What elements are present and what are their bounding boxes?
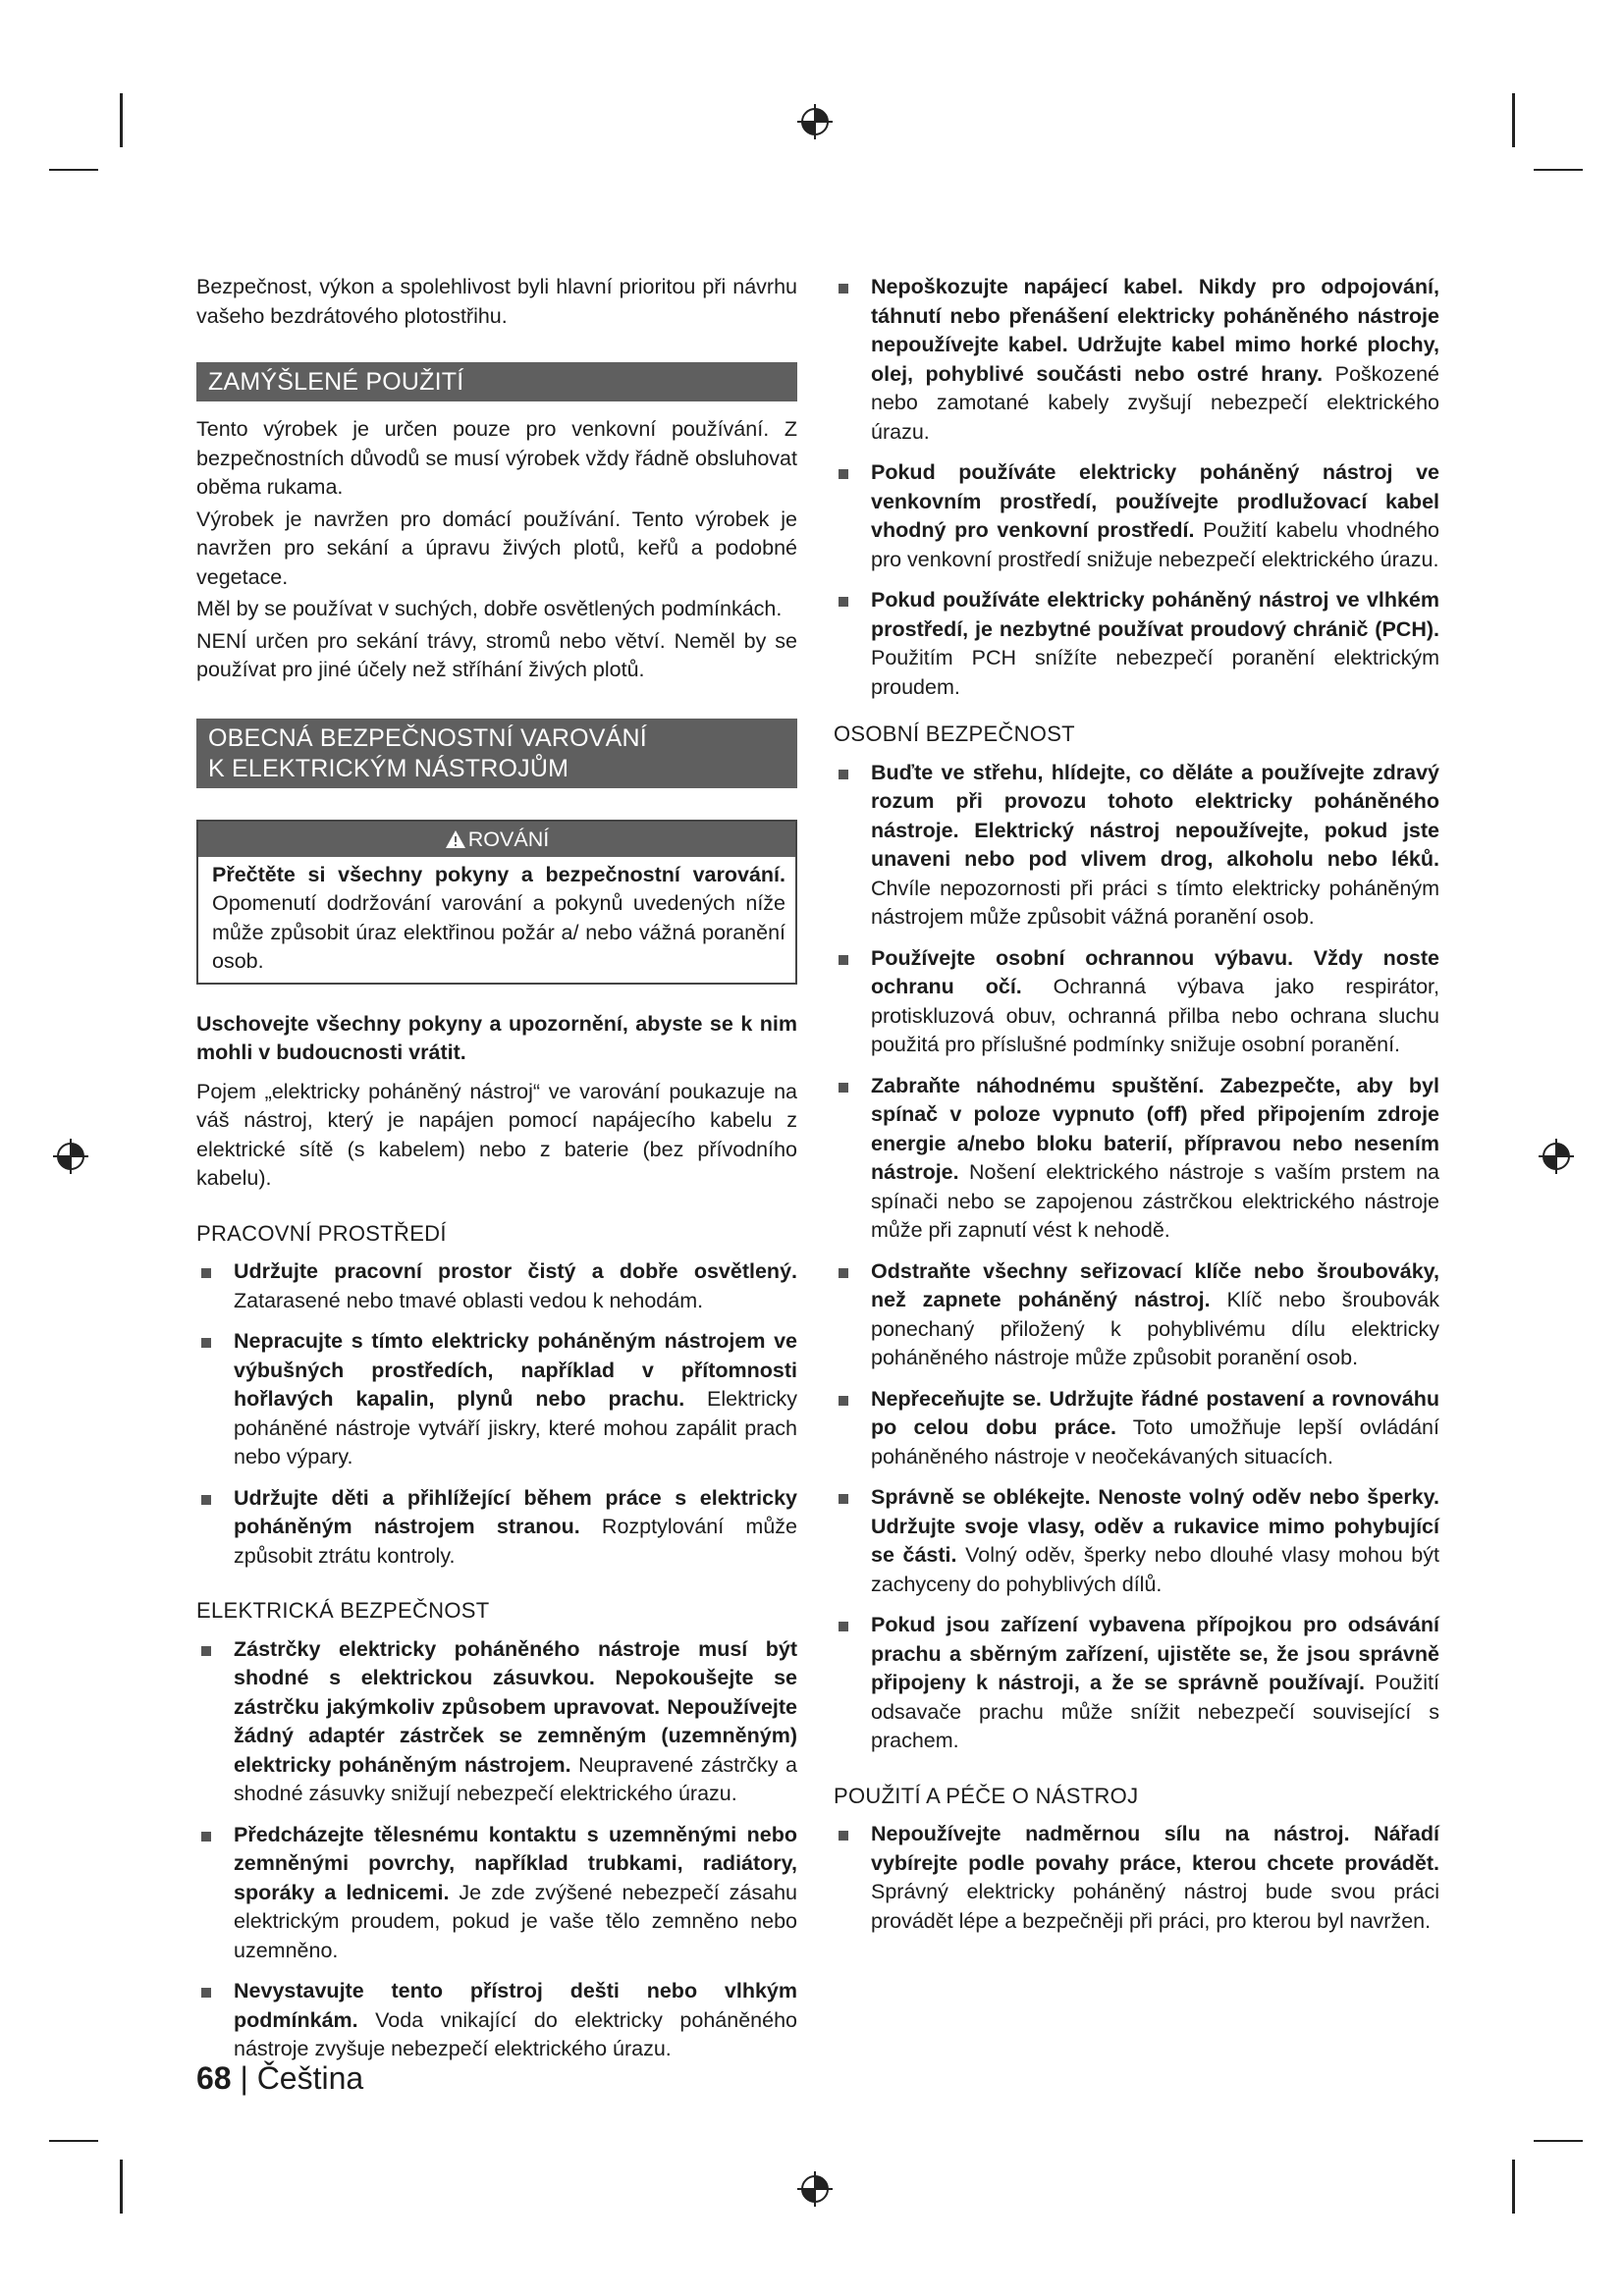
list-item: Předcházejte tělesnému kontaktu s uzemněnými nebo zemněnými povrchy, například trubkami, radiátory, sporáky a lednicemi. Je zde zvýšené nebezpečí zásahu elektrickým proudem, pokud je vaše tělo zemněno nebo uzemněno. (196, 1821, 797, 1966)
warning-text (198, 857, 795, 983)
list-item: Nepoškozujte napájecí kabel. Nikdy pro odpojování, táhnutí nebo přenášení elektricky poháněného nástroje nepoužívejte kabel. Udržujte kabel mimo horké plochy, olej, pohyblivé součásti nebo ostré hrany. Poškozené nebo zamotané kabely zvyšují nebezpečí elektrického úrazu. (834, 273, 1439, 447)
list-item: Nepracujte s tímto elektricky poháněným nástrojem ve výbušných prostředích, například v přítomnosti hořlavých kapalin, plynů nebo prachu. Elektricky poháněné nástroje vytváří jiskry, které mohou zapálit prach nebo výpary. (196, 1327, 797, 1472)
page-number: 68 (196, 2060, 232, 2096)
electrical-safety-heading: ELEKTRICKÁ BEZPEČNOST (196, 1598, 490, 1623)
footer-separator: | (231, 2060, 257, 2096)
intro-paragraph: Bezpečnost, výkon a spolehlivost byli hlavní prioritou při návrhu vašeho bezdrátového plotostřihu. (196, 275, 797, 328)
list-item: Pokud jsou zařízení vybavena přípojkou pro odsávání prachu a sběrným zařízení, ujistěte se, že jsou správně připojeny k nástroji, a že se správně používají. Použití odsavače prachu může snížit nebezpečí související s prachem. (834, 1611, 1439, 1756)
list-item: Udržujte pracovní prostor čistý a dobře osvětlený. Zatarasené nebo tmavé oblasti vedou k nehodám. (196, 1257, 797, 1315)
warning-body: Opomenutí dodržování varování a pokynů uvedených níže může způsobit úraz elektřinou požár a/ nebo vážná poranění osob. (212, 891, 785, 973)
keep-instructions: Uschovejte všechny pokyny a upozornění, abyste se k nim mohli v budoucnosti vrátit. (196, 1011, 797, 1064)
intended-use-paragraph: Tento výrobek je určen pouze pro venkovní používání. Z bezpečnostních důvodů se musí výrobek vždy řádně obsluhovat oběma rukama. (196, 417, 797, 499)
crop-mark (1534, 2140, 1583, 2142)
section-heading-general-safety (196, 719, 797, 788)
crop-mark (1534, 169, 1583, 171)
intended-use-paragraph: NENÍ určen pro sekání trávy, stromů nebo větví. Neměl by se používat pro jiné účely než stříhání živých plotů. (196, 628, 797, 681)
crop-mark (49, 169, 98, 171)
list-item: Buďte ve střehu, hlídejte, co děláte a používejte zdravý rozum při provozu tohoto elektricky poháněného nástroje. Elektrický nástroj nepoužívejte, pokud jste unaveni nebo pod vlivem drog, alkoholu nebo léků. Chvíle nepozornosti při práci s tímto elektricky poháněným nástrojem může způsobit vážná poranění osob. (834, 759, 1439, 933)
crop-mark (49, 2140, 98, 2142)
footer-language: Čeština (256, 2060, 364, 2096)
warning-box (196, 820, 797, 985)
tool-use-list (834, 1820, 1439, 1936)
section-heading-line: OBECNÁ BEZPEČNOSTNÍ VAROVÁNÍ (208, 723, 647, 752)
crop-mark (120, 2160, 123, 2214)
list-item: Nepřeceňujte se. Udržujte řádné postavení a rovnováhu po celou dobu práce. Toto umožňuje lepší ovládání poháněného nástroje v neočekávaných situacích. (834, 1385, 1439, 1472)
page-footer (196, 2058, 363, 2098)
intended-use-paragraph: Výrobek je navržen pro domácí používání. Tento výrobek je navržen pro sekání a úpravu živých plotů, keřů a podobné vegetace. (196, 507, 797, 589)
term-definition: Pojem „elektricky poháněný nástroj“ ve varování poukazuje na váš nástroj, který je napájen pomocí napájecího kabelu z elektrické sítě (s kabelem) nebo z baterie (bez přívodního kabelu). (196, 1079, 797, 1190)
tool-use-heading: POUŽITÍ A PÉČE O NÁSTROJ (834, 1783, 1139, 1808)
section-heading-line: K ELEKTRICKÝM NÁSTROJŮM (208, 754, 569, 782)
registration-target-icon (51, 1137, 90, 1176)
list-item: Nevystavujte tento přístroj dešti nebo vlhkým podmínkám. Voda vnikající do elektricky poháněného nástroje zvyšuje nebezpečí elektrického úrazu. (196, 1977, 797, 2064)
warning-bold: Přečtěte si všechny pokyny a bezpečnostní varování. (212, 862, 785, 886)
electrical-safety-list (196, 1635, 797, 2064)
personal-safety-list (834, 759, 1439, 1756)
crop-mark (1512, 2160, 1515, 2214)
list-item: Používejte osobní ochrannou výbavu. Vždy noste ochranu očí. Ochranná výbava jako respirátor, protiskluzová obuv, ochranná přilba nebo ochrana sluchu použitá pro příslušné podmínky snižuje osobní poranění. (834, 944, 1439, 1060)
registration-target-icon (1537, 1137, 1576, 1176)
list-item: Správně se oblékejte. Nenoste volný oděv nebo šperky. Udržujte svoje vlasy, oděv a rukavice mimo pohybující se části. Volný oděv, šperky nebo dlouhé vlasy mohou být zachyceny do pohyblivých dílů. (834, 1483, 1439, 1599)
registration-target-icon (795, 102, 835, 141)
electrical-safety-list-continued (834, 273, 1439, 702)
warning-label: ROVÁNÍ (467, 827, 550, 851)
list-item: Nepoužívejte nadměrnou sílu na nástroj. Nářadí vybírejte podle povahy práce, kterou chcete provádět. Správný elektricky poháněný nástroj bude svou práci provádět lépe a bezpečněji při práci, pro kterou byl navržen. (834, 1820, 1439, 1936)
left-column (196, 273, 797, 2076)
list-item: Zabraňte náhodnému spuštění. Zabezpečte, aby byl spínač v poloze vypnuto (off) před připojením zdroje energie a/nebo bloku baterií, přípravou nebo nesením nástroje. Nošení elektrického nástroje s vaším prstem na spínači nebo se zapojenou zástrčkou elektrického nástroje může při zapnutí vést k nehodě. (834, 1072, 1439, 1246)
list-item: Zástrčky elektricky poháněného nástroje musí být shodné s elektrickou zásuvkou. Nepokoušejte se zástrčku jakýmkoliv způsobem upravovat. Nepoužívejte žádný adaptér zástrček se zemněným (uzemněným) elektricky poháněným nástrojem. Neupravené zástrčky a shodné zásuvky snižují nebezpečí elektrického úrazu. (196, 1635, 797, 1809)
list-item: Odstraňte všechny seřizovací klíče nebo šroubováky, než zapnete poháněný nástroj. Klíč nebo šroubovák ponechaný přiložený k pohyblivému dílu elektricky poháněného nástroje může způsobit poranění osob. (834, 1257, 1439, 1373)
list-item: Pokud používáte elektricky poháněný nástroj ve vlhkém prostředí, je nezbytné používat proudový chránič (PCH). Použitím PCH snížíte nebezpečí poranění elektrickým proudem. (834, 586, 1439, 702)
crop-mark (1512, 93, 1515, 147)
list-item: Pokud používáte elektricky poháněný nástroj ve venkovním prostředí, používejte prodlužovací kabel vhodný pro venkovní prostředí. Použití kabelu vhodného pro venkovní prostředí snižuje nebezpečí elektrického úrazu. (834, 458, 1439, 574)
registration-target-icon (795, 2169, 835, 2209)
work-area-list (196, 1257, 797, 1571)
warning-triangle-icon (445, 829, 466, 849)
work-area-heading: PRACOVNÍ PROSTŘEDÍ (196, 1220, 447, 1246)
right-column (834, 273, 1439, 1948)
list-item: Udržujte děti a přihlížející během práce s elektricky poháněným nástrojem stranou. Rozptylování může způsobit ztrátu kontroly. (196, 1484, 797, 1572)
warning-header (198, 822, 795, 857)
intended-use-paragraph: Měl by se používat v suchých, dobře osvětlených podmínkách. (196, 597, 783, 620)
crop-mark (120, 93, 123, 147)
personal-safety-heading: OSOBNÍ BEZPEČNOST (834, 721, 1075, 746)
section-heading-intended-use: ZAMÝŠLENÉ POUŽITÍ (196, 362, 797, 401)
